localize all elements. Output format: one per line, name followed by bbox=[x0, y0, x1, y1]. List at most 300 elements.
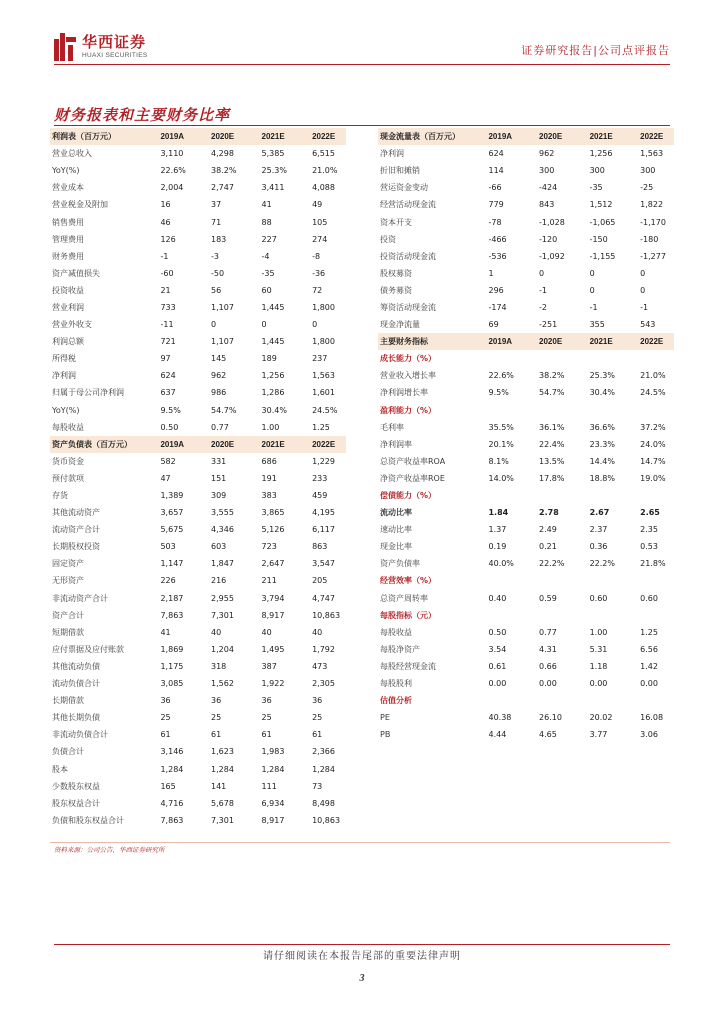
row-label: 总资产周转率 bbox=[380, 593, 428, 603]
row-label: 存货 bbox=[52, 491, 68, 501]
cell-value: 1,256 bbox=[589, 149, 613, 159]
row-label: 预付款项 bbox=[52, 473, 84, 483]
cell-value: 0 bbox=[312, 320, 318, 330]
cell-value: 3,085 bbox=[160, 679, 184, 689]
cell-value: 3,555 bbox=[211, 508, 234, 518]
table-row bbox=[50, 316, 346, 333]
cell-value: 2.67 bbox=[589, 508, 610, 518]
cell-value: 863 bbox=[312, 542, 328, 552]
cell-value: 0.19 bbox=[488, 542, 507, 552]
cell-value: 1,495 bbox=[261, 644, 285, 654]
row-label: 货币资金 bbox=[52, 456, 84, 466]
row-label: 流动比率 bbox=[380, 508, 412, 518]
cell-value: 3,110 bbox=[160, 149, 184, 159]
cell-value: 2,955 bbox=[211, 593, 234, 603]
table-subheader-row bbox=[378, 692, 674, 709]
source-divider bbox=[50, 842, 670, 843]
cell-value: 383 bbox=[261, 491, 277, 501]
cell-value: 25 bbox=[211, 713, 222, 723]
cell-value: 145 bbox=[211, 354, 227, 364]
section-title: 财务报表和主要财务比率 bbox=[54, 106, 231, 124]
row-label: PB bbox=[380, 730, 391, 740]
cell-value: 962 bbox=[539, 149, 555, 159]
cell-value: 37 bbox=[211, 200, 222, 210]
cell-value: 3,547 bbox=[312, 559, 335, 569]
cell-value bbox=[640, 402, 674, 419]
row-label: 经营效率（%） bbox=[380, 576, 437, 586]
table-subheader-row bbox=[378, 402, 674, 419]
cell-value: 17.8% bbox=[539, 473, 565, 483]
cell-value: 0.50 bbox=[488, 627, 507, 637]
table-row bbox=[378, 384, 674, 401]
table-row bbox=[50, 384, 346, 401]
cell-value: -35 bbox=[261, 268, 275, 278]
cell-value: 41 bbox=[160, 627, 171, 637]
cell-value: 6.56 bbox=[640, 644, 658, 654]
row-label: 经营活动现金流 bbox=[380, 200, 436, 210]
cell-value: -180 bbox=[640, 234, 659, 244]
row-label: 固定资产 bbox=[52, 559, 84, 569]
cell-value: 1,983 bbox=[261, 747, 285, 757]
table-subheader-row bbox=[378, 487, 674, 504]
cell-value: 2.65 bbox=[640, 508, 660, 518]
cell-value: -120 bbox=[539, 234, 558, 244]
row-label: 偿债能力（%） bbox=[380, 491, 437, 501]
row-label: 投资 bbox=[380, 234, 396, 244]
cell-value: 2,004 bbox=[160, 183, 184, 193]
cell-value: 779 bbox=[488, 200, 504, 210]
cell-value: 7,863 bbox=[160, 610, 184, 620]
row-label: 管理费用 bbox=[52, 234, 84, 244]
cell-value: 1.84 bbox=[488, 508, 509, 518]
cell-value: -36 bbox=[312, 268, 326, 278]
cell-value: 1.37 bbox=[488, 525, 507, 535]
page-number: 3 bbox=[359, 973, 365, 984]
cell-value: 0.50 bbox=[160, 422, 179, 432]
table-row bbox=[50, 179, 346, 196]
cell-value: 962 bbox=[211, 371, 227, 381]
row-label: 资产减值损失 bbox=[52, 268, 100, 278]
cell-value: 843 bbox=[539, 200, 555, 210]
row-label: 长期借款 bbox=[52, 696, 84, 706]
huaxi-logo-icon bbox=[54, 33, 76, 61]
row-label: 股本 bbox=[52, 764, 68, 774]
cell-value: -3 bbox=[211, 251, 219, 261]
table-row bbox=[378, 590, 674, 607]
table-row bbox=[378, 504, 674, 521]
cell-value: -50 bbox=[211, 268, 225, 278]
table-row bbox=[378, 538, 674, 555]
cell-value: 191 bbox=[261, 473, 277, 483]
table-row bbox=[50, 743, 346, 760]
cell-value: 54.7% bbox=[539, 388, 565, 398]
right-financial-table bbox=[378, 128, 674, 743]
row-label: 其他长期负债 bbox=[52, 713, 100, 723]
cell-value: 4,346 bbox=[211, 525, 234, 535]
table-row bbox=[378, 555, 674, 572]
cell-value: 30.4% bbox=[589, 388, 615, 398]
table-header-row bbox=[378, 333, 674, 350]
table-subheader-row bbox=[378, 350, 674, 367]
cell-value: 0 bbox=[640, 285, 646, 295]
cell-value: 7,863 bbox=[160, 815, 184, 825]
cell-value: 503 bbox=[160, 542, 176, 552]
cell-value: -35 bbox=[589, 183, 603, 193]
cell-value: 26.10 bbox=[539, 713, 562, 723]
cell-value: 60 bbox=[261, 285, 272, 295]
table-row bbox=[378, 641, 674, 658]
row-label: 销售费用 bbox=[52, 217, 84, 227]
cell-value: 226 bbox=[160, 576, 176, 586]
row-label: 投资收益 bbox=[52, 285, 84, 295]
table-row bbox=[50, 145, 346, 162]
table-row bbox=[50, 760, 346, 777]
row-label: 每股收益 bbox=[380, 627, 412, 637]
cell-value: 3.06 bbox=[640, 730, 658, 740]
cell-value: 0.00 bbox=[539, 679, 557, 689]
cell-value: 543 bbox=[640, 320, 656, 330]
table-row bbox=[50, 162, 346, 179]
cell-value: -60 bbox=[160, 268, 174, 278]
cell-value: 1,563 bbox=[640, 149, 664, 159]
cell-value: -1 bbox=[589, 302, 598, 312]
cell-value: 211 bbox=[261, 576, 277, 586]
table-row bbox=[50, 453, 346, 470]
cell-value bbox=[539, 350, 590, 367]
cell-value bbox=[590, 350, 641, 367]
cell-value: 2022E bbox=[640, 333, 674, 350]
row-label: 每股指标（元） bbox=[380, 610, 436, 620]
cell-value: 624 bbox=[488, 149, 504, 159]
cell-value: 2,647 bbox=[261, 559, 285, 569]
row-label: 股东权益合计 bbox=[52, 798, 100, 808]
table-row bbox=[50, 231, 346, 248]
cell-value: 300 bbox=[589, 166, 605, 176]
table-row bbox=[378, 658, 674, 675]
cell-value: -536 bbox=[488, 251, 507, 261]
cell-value: 21 bbox=[160, 285, 171, 295]
cell-value: 69 bbox=[488, 320, 499, 330]
table-subheader-row bbox=[378, 607, 674, 624]
row-label: 现金比率 bbox=[380, 542, 412, 552]
cell-value: -150 bbox=[589, 234, 608, 244]
cell-value: 2.78 bbox=[539, 508, 559, 518]
cell-value: 40 bbox=[211, 627, 222, 637]
cell-value: 5,675 bbox=[160, 525, 184, 535]
header-divider bbox=[54, 64, 670, 65]
cell-value: 0.36 bbox=[589, 542, 608, 552]
cell-value: 20.02 bbox=[589, 713, 613, 723]
cell-value: -78 bbox=[488, 217, 502, 227]
row-label: YoY(%) bbox=[52, 166, 80, 176]
cell-value: 2,305 bbox=[312, 679, 335, 689]
row-label: 净利润 bbox=[380, 149, 404, 159]
cell-value: 1,107 bbox=[211, 337, 234, 347]
cell-value: 2019A bbox=[160, 436, 211, 453]
title-divider bbox=[54, 125, 670, 126]
cell-value: 2022E bbox=[312, 128, 346, 145]
cell-value bbox=[488, 572, 539, 589]
cell-value bbox=[590, 692, 641, 709]
table-row bbox=[378, 265, 674, 282]
cell-value: 36.1% bbox=[539, 422, 565, 432]
cell-value: 300 bbox=[539, 166, 555, 176]
row-label: 营业总收入 bbox=[52, 149, 92, 159]
cell-value: 22.6% bbox=[488, 371, 514, 381]
cell-value: 4.65 bbox=[539, 730, 557, 740]
cell-value: 0.59 bbox=[539, 593, 557, 603]
row-label: 资产负债表（百万元） bbox=[50, 436, 160, 453]
cell-value: 1.18 bbox=[589, 661, 608, 671]
row-label: 负债合计 bbox=[52, 747, 84, 757]
table-row bbox=[50, 487, 346, 504]
cell-value bbox=[640, 487, 674, 504]
cell-value: 23.3% bbox=[589, 439, 615, 449]
cell-value: 0.77 bbox=[211, 422, 229, 432]
row-label: 毛利率 bbox=[380, 422, 404, 432]
cell-value: 3,657 bbox=[160, 508, 184, 518]
cell-value: 2022E bbox=[640, 128, 674, 145]
cell-value: 4,088 bbox=[312, 183, 335, 193]
cell-value: 723 bbox=[261, 542, 277, 552]
row-label: 折旧和摊销 bbox=[380, 166, 420, 176]
table-row bbox=[50, 333, 346, 350]
cell-value: 1,601 bbox=[312, 388, 335, 398]
cell-value: 1,175 bbox=[160, 661, 184, 671]
row-label: 其他流动资产 bbox=[52, 508, 100, 518]
cell-value: 1,922 bbox=[261, 679, 285, 689]
cell-value bbox=[539, 607, 590, 624]
cell-value: 0 bbox=[211, 320, 217, 330]
cell-value: 9.5% bbox=[488, 388, 509, 398]
cell-value: 10,863 bbox=[312, 815, 341, 825]
cell-value: 37.2% bbox=[640, 422, 666, 432]
cell-value: 36 bbox=[312, 696, 323, 706]
cell-value: 5,678 bbox=[211, 798, 234, 808]
cell-value: 141 bbox=[211, 781, 227, 791]
cell-value: 20.1% bbox=[488, 439, 514, 449]
table-row bbox=[50, 590, 346, 607]
cell-value: 1.25 bbox=[312, 422, 330, 432]
cell-value: 97 bbox=[160, 354, 171, 364]
cell-value: 0 bbox=[589, 268, 595, 278]
cell-value: 296 bbox=[488, 285, 504, 295]
table-row bbox=[378, 521, 674, 538]
cell-value: 10,863 bbox=[312, 610, 341, 620]
row-label: 现金流量表（百万元） bbox=[378, 128, 488, 145]
row-label: 营业收入增长率 bbox=[380, 371, 436, 381]
row-label: 非流动资产合计 bbox=[52, 593, 108, 603]
cell-value: 318 bbox=[211, 661, 227, 671]
cell-value: 1,792 bbox=[312, 644, 335, 654]
cell-value: -2 bbox=[539, 302, 548, 312]
table-row bbox=[50, 248, 346, 265]
row-label: 净利润增长率 bbox=[380, 388, 428, 398]
cell-value: 21.8% bbox=[640, 559, 666, 569]
cell-value: -1,155 bbox=[589, 251, 616, 261]
cell-value: 0.53 bbox=[640, 542, 658, 552]
table-row bbox=[378, 282, 674, 299]
cell-value: 2019A bbox=[488, 128, 539, 145]
cell-value: -251 bbox=[539, 320, 558, 330]
table-row bbox=[50, 538, 346, 555]
row-label: 主要财务指标 bbox=[378, 333, 488, 350]
cell-value: 2019A bbox=[488, 333, 539, 350]
cell-value: 73 bbox=[312, 781, 323, 791]
cell-value: 216 bbox=[211, 576, 227, 586]
cell-value: 4.44 bbox=[488, 730, 507, 740]
cell-value: 41 bbox=[261, 200, 272, 210]
cell-value: 40.38 bbox=[488, 713, 512, 723]
cell-value: 721 bbox=[160, 337, 176, 347]
cell-value: 2020E bbox=[211, 436, 262, 453]
cell-value: 1,800 bbox=[312, 337, 335, 347]
table-row bbox=[50, 470, 346, 487]
row-label: 筹资活动现金流 bbox=[380, 302, 436, 312]
cell-value: -1,028 bbox=[539, 217, 565, 227]
cell-value: 105 bbox=[312, 217, 328, 227]
cell-value: 2022E bbox=[312, 436, 346, 453]
cell-value: -4 bbox=[261, 251, 270, 261]
table-row bbox=[50, 572, 346, 589]
table-row bbox=[50, 658, 346, 675]
cell-value: 56 bbox=[211, 285, 222, 295]
cell-value: 18.8% bbox=[589, 473, 615, 483]
table-header-row bbox=[50, 436, 346, 453]
cell-value bbox=[590, 607, 641, 624]
cell-value: 2021E bbox=[262, 128, 313, 145]
row-label: 股权募资 bbox=[380, 268, 412, 278]
cell-value: 8,917 bbox=[261, 610, 285, 620]
cell-value: 38.2% bbox=[539, 371, 565, 381]
cell-value: 36 bbox=[211, 696, 222, 706]
cell-value: 686 bbox=[261, 456, 277, 466]
row-label: 长期股权投资 bbox=[52, 542, 100, 552]
table-header-row bbox=[50, 128, 346, 145]
table-row bbox=[378, 419, 674, 436]
cell-value: 1,800 bbox=[312, 302, 335, 312]
row-label: 速动比率 bbox=[380, 525, 412, 535]
cell-value: 72 bbox=[312, 285, 323, 295]
row-label: YoY(%) bbox=[52, 405, 80, 415]
table-row bbox=[50, 812, 346, 829]
cell-value: 6,117 bbox=[312, 525, 335, 535]
table-row bbox=[378, 196, 674, 213]
cell-value: 4.31 bbox=[539, 644, 557, 654]
cell-value: 49 bbox=[312, 200, 323, 210]
cell-value: 5,126 bbox=[261, 525, 285, 535]
cell-value: -1 bbox=[160, 251, 169, 261]
cell-value: 22.2% bbox=[589, 559, 615, 569]
cell-value: 46 bbox=[160, 217, 171, 227]
row-label: 营业税金及附加 bbox=[52, 200, 108, 210]
cell-value: 3.77 bbox=[589, 730, 608, 740]
row-label: 其他流动负债 bbox=[52, 661, 100, 671]
cell-value bbox=[539, 402, 590, 419]
cell-value: 0.21 bbox=[539, 542, 557, 552]
cell-value bbox=[488, 692, 539, 709]
cell-value: 1,204 bbox=[211, 644, 234, 654]
cell-value: 2,187 bbox=[160, 593, 184, 603]
cell-value: 25.3% bbox=[261, 166, 287, 176]
table-row bbox=[378, 162, 674, 179]
cell-value: 7,301 bbox=[211, 815, 234, 825]
cell-value bbox=[640, 692, 674, 709]
left-financial-table bbox=[50, 128, 346, 829]
cell-value: 1,229 bbox=[312, 456, 335, 466]
cell-value: -174 bbox=[488, 302, 507, 312]
table-row bbox=[50, 692, 346, 709]
cell-value: 986 bbox=[211, 388, 227, 398]
table-row bbox=[50, 504, 346, 521]
cell-value bbox=[590, 487, 641, 504]
cell-value: 111 bbox=[261, 781, 277, 791]
row-label: 资产负债率 bbox=[380, 559, 420, 569]
cell-value: 36 bbox=[160, 696, 171, 706]
cell-value: 126 bbox=[160, 234, 176, 244]
footer-disclaimer: 请仔细阅读在本报告尾部的重要法律声明 bbox=[263, 951, 461, 962]
cell-value: 8,917 bbox=[261, 815, 285, 825]
cell-value: 331 bbox=[211, 456, 227, 466]
cell-value: 0.61 bbox=[488, 661, 507, 671]
cell-value: 0.00 bbox=[589, 679, 608, 689]
cell-value: 1,445 bbox=[261, 337, 285, 347]
cell-value: 14.7% bbox=[640, 456, 666, 466]
table-row bbox=[378, 709, 674, 726]
row-label: 营业利润 bbox=[52, 302, 84, 312]
table-row bbox=[378, 179, 674, 196]
cell-value: 1,563 bbox=[312, 371, 335, 381]
row-label: 资本开支 bbox=[380, 217, 412, 227]
row-label: 营运资金变动 bbox=[380, 183, 428, 193]
cell-value: 35.5% bbox=[488, 422, 514, 432]
cell-value: 8,498 bbox=[312, 798, 335, 808]
cell-value: 24.5% bbox=[640, 388, 666, 398]
cell-value: 473 bbox=[312, 661, 328, 671]
report-type: 证券研究报告|公司点评报告 bbox=[521, 44, 670, 57]
cell-value: 3,146 bbox=[160, 747, 184, 757]
row-label: 债务募资 bbox=[380, 285, 412, 295]
cell-value: 733 bbox=[160, 302, 176, 312]
cell-value: -11 bbox=[160, 320, 174, 330]
table-row bbox=[50, 350, 346, 367]
row-label: 归属于母公司净利润 bbox=[52, 388, 124, 398]
cell-value: 19.0% bbox=[640, 473, 666, 483]
row-label: 短期借款 bbox=[52, 627, 84, 637]
cell-value: 1,147 bbox=[160, 559, 184, 569]
table-row bbox=[378, 470, 674, 487]
table-row bbox=[50, 624, 346, 641]
cell-value: 88 bbox=[261, 217, 272, 227]
cell-value: 151 bbox=[211, 473, 227, 483]
cell-value bbox=[539, 487, 590, 504]
table-row bbox=[50, 555, 346, 572]
cell-value: 40.0% bbox=[488, 559, 514, 569]
table-row bbox=[50, 607, 346, 624]
cell-value: 1,286 bbox=[261, 388, 285, 398]
cell-value: 2021E bbox=[590, 333, 641, 350]
cell-value: 21.0% bbox=[312, 166, 338, 176]
table-row bbox=[378, 453, 674, 470]
cell-value: 6,515 bbox=[312, 149, 335, 159]
row-label: 估值分析 bbox=[380, 696, 412, 706]
cell-value: 54.7% bbox=[211, 405, 237, 415]
cell-value: 2.49 bbox=[539, 525, 557, 535]
cell-value: 2019A bbox=[160, 128, 211, 145]
row-label: 投资活动现金流 bbox=[380, 251, 436, 261]
cell-value: 16.08 bbox=[640, 713, 664, 723]
cell-value: 1,445 bbox=[261, 302, 285, 312]
